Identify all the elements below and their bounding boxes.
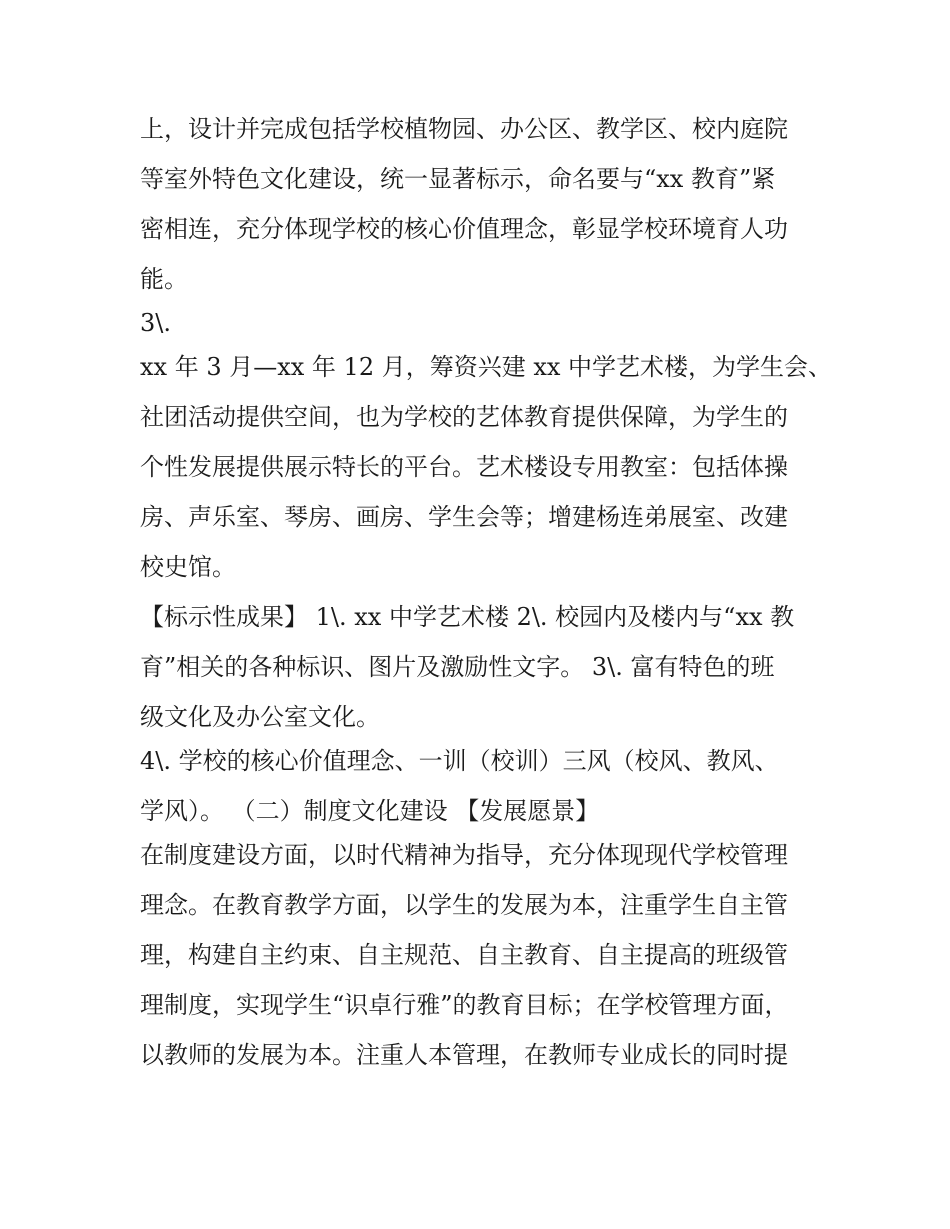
text-line: 个性发展提供展示特长的平台。艺术楼设专用教室：包括体操 — [140, 453, 788, 481]
text-line: 房、声乐室、琴房、画房、学生会等；增建杨连弟展室、改建 — [140, 503, 788, 531]
text-line: 育”相关的各种标识、图片及激励性文字。 3\. 富有特色的班 — [140, 653, 775, 681]
text-line: 以教师的发展为本。注重人本管理，在教师专业成长的同时提 — [140, 1041, 788, 1069]
text-line: 理念。在教育教学方面，以学生的发展为本，注重学生自主管 — [140, 891, 788, 919]
text-line: 理，构建自主约束、自主规范、自主教育、自主提高的班级管 — [140, 941, 788, 969]
text-line: 【标示性成果】 1\. xx 中学艺术楼 2\. 校园内及楼内与“xx 教 — [140, 603, 795, 631]
text-line: 在制度建设方面，以时代精神为指导，充分体现现代学校管理 — [140, 841, 788, 869]
text-line: 校史馆。 — [140, 553, 236, 581]
text-line: 3\. — [140, 309, 171, 337]
text-line: 4\. 学校的核心价值理念、一训（校训）三风（校风、教风、 — [140, 747, 779, 775]
text-line: 学风）。 （二）制度文化建设 【发展愿景】 — [140, 797, 600, 825]
text-line: 上，设计并完成包括学校植物园、办公区、教学区、校内庭院 — [140, 115, 788, 143]
text-line: 社团活动提供空间，也为学校的艺体教育提供保障，为学生的 — [140, 403, 788, 431]
text-line: 密相连，充分体现学校的核心价值理念，彰显学校环境育人功 — [140, 215, 788, 243]
text-line: 等室外特色文化建设，统一显著标示，命名要与“xx 教育”紧 — [140, 165, 776, 193]
text-line: xx 年 3 月—xx 年 12 月，筹资兴建 xx 中学艺术楼，为学生会、 — [140, 353, 833, 381]
text-line: 级文化及办公室文化。 — [140, 703, 380, 731]
text-line: 理制度，实现学生“识卓行雅”的教育目标；在学校管理方面， — [140, 991, 789, 1019]
text-line: 能。 — [140, 265, 188, 293]
document-body — [140, 104, 833, 1080]
